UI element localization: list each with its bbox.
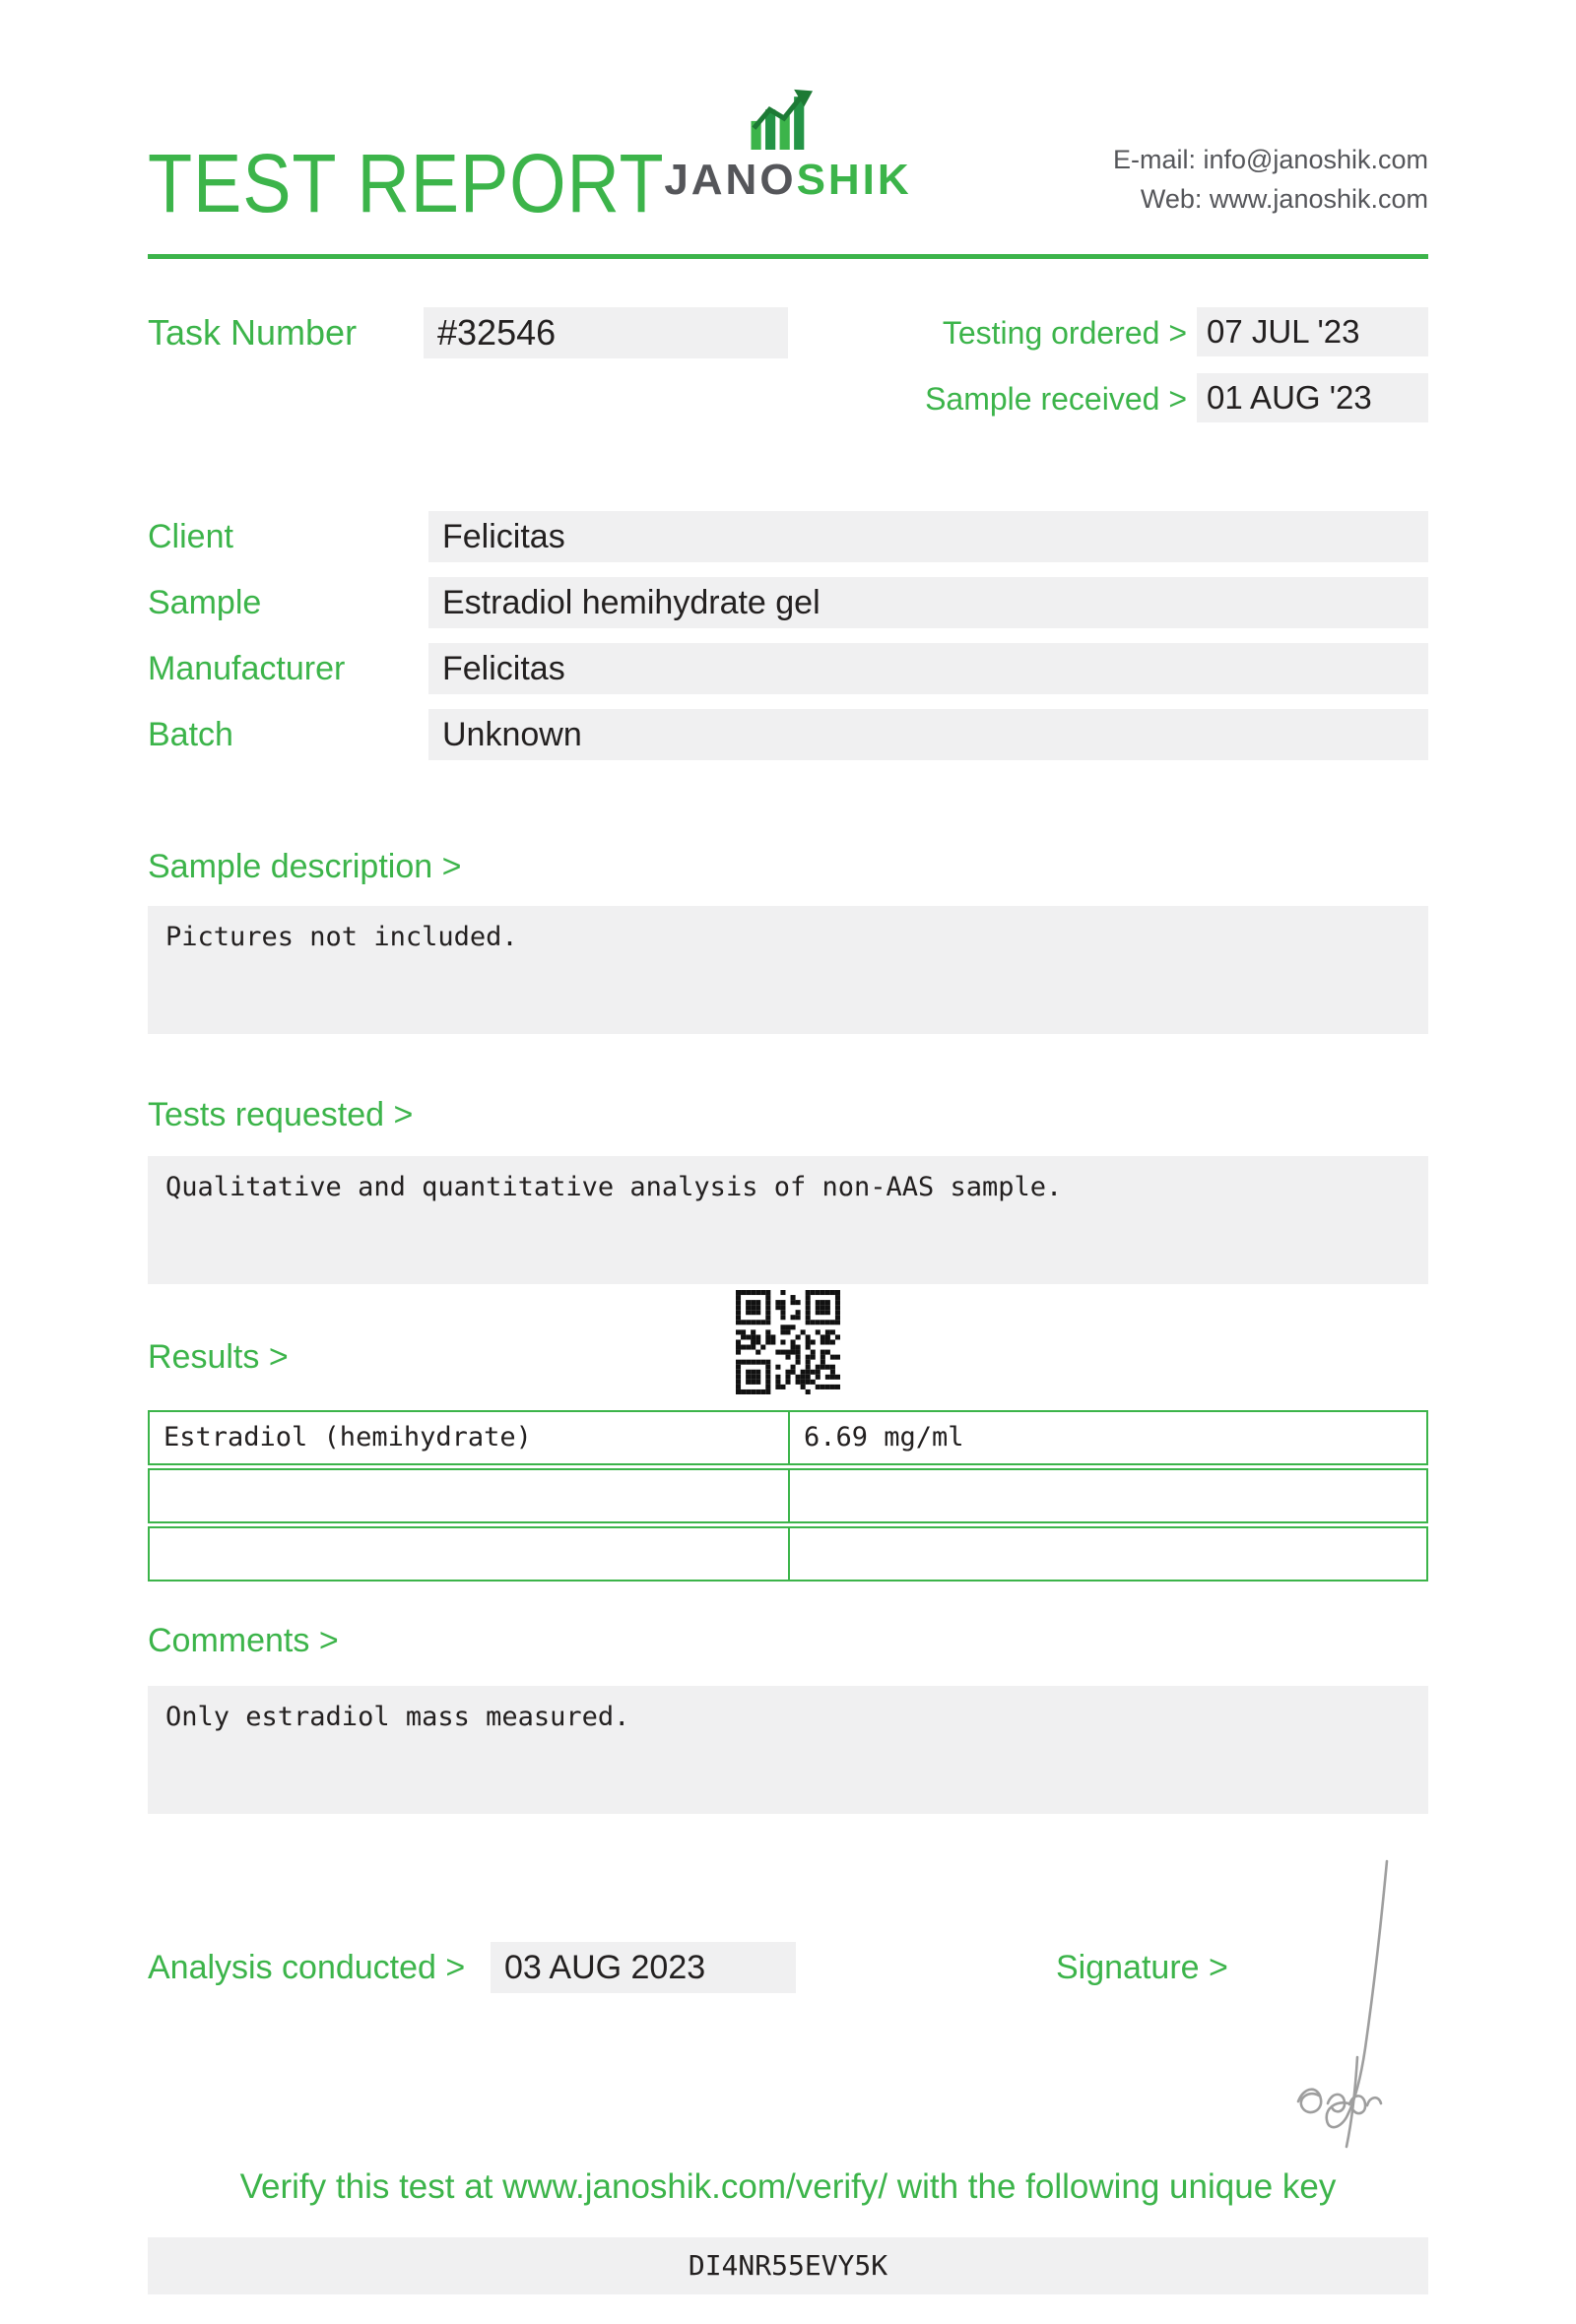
result-amount [790, 1528, 1426, 1580]
batch-value: Unknown [428, 709, 1428, 760]
batch-label: Batch [148, 716, 233, 753]
logo-wordmark [664, 156, 911, 205]
tests-requested-heading: Tests requested > [148, 1096, 414, 1133]
janoshik-logo [664, 87, 911, 205]
comments-text: Only estradiol mass measured. [148, 1686, 1428, 1814]
contact-web: Web: www.janoshik.com [1140, 184, 1428, 214]
signature-label: Signature > [1056, 1949, 1228, 1986]
comments-heading: Comments > [148, 1622, 339, 1659]
manufacturer-label: Manufacturer [148, 650, 346, 687]
results-table-row [148, 1410, 1428, 1465]
task-number-value: #32546 [424, 307, 788, 358]
verify-instruction: Verify this test at www.janoshik.com/verify/ with the following unique key [239, 2167, 1337, 2206]
header-divider [148, 254, 1428, 259]
sample-label: Sample [148, 584, 262, 621]
result-substance [150, 1528, 790, 1580]
sample-received-date: 01 AUG '23 [1197, 373, 1428, 422]
result-substance [150, 1470, 790, 1521]
tests-requested-text: Qualitative and quantitative analysis of non-AAS sample. [148, 1156, 1428, 1284]
logo-text-shik: SHIK [796, 156, 912, 204]
logo-text-jano: JANO [664, 156, 797, 204]
contact-email: E-mail: info@janoshik.com [1112, 145, 1428, 174]
testing-ordered-date: 07 JUL '23 [1197, 307, 1428, 356]
signature-image [1271, 1849, 1418, 2157]
qr-code [736, 1290, 840, 1394]
analysis-conducted-label: Analysis conducted > [148, 1949, 466, 1986]
client-label: Client [148, 518, 233, 555]
sample-description-text: Pictures not included. [148, 906, 1428, 1034]
contact-info [1113, 140, 1428, 219]
page-title: TEST REPORT [148, 137, 665, 229]
manufacturer-value: Felicitas [428, 643, 1428, 694]
results-table-row [148, 1526, 1428, 1582]
verify-key: DI4NR55EVY5K [148, 2237, 1428, 2294]
result-amount [790, 1470, 1426, 1521]
results-table-row [148, 1468, 1428, 1523]
sample-received-label: Sample received > [925, 381, 1187, 417]
results-heading: Results > [148, 1338, 289, 1376]
sample-description-heading: Sample description > [148, 848, 462, 885]
result-amount: 6.69 mg/ml [804, 1422, 964, 1452]
task-number-label: Task Number [148, 312, 358, 353]
client-value: Felicitas [428, 511, 1428, 562]
logo-chart-icon [749, 87, 827, 150]
testing-ordered-label: Testing ordered > [942, 315, 1187, 351]
analysis-date: 03 AUG 2023 [491, 1942, 796, 1993]
sample-value: Estradiol hemihydrate gel [428, 577, 1428, 628]
result-substance: Estradiol (hemihydrate) [150, 1412, 790, 1463]
